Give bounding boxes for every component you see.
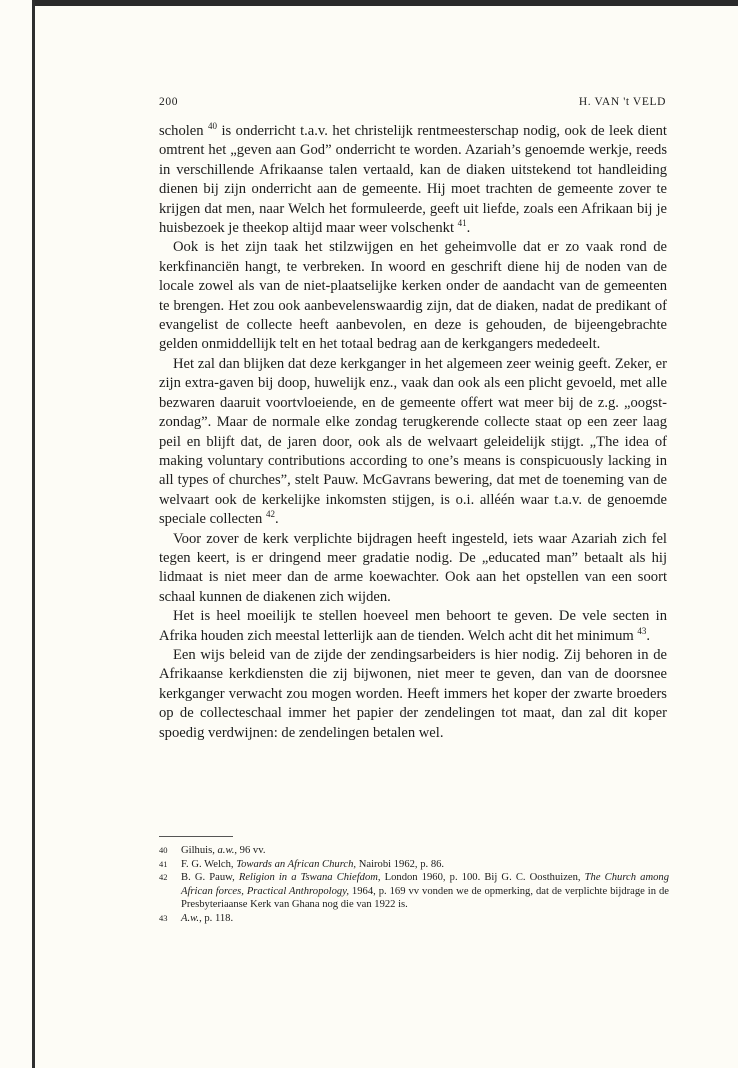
italic-text: Towards an African Church, [236, 858, 357, 870]
text-run: Nairobi 1962, p. 86. [356, 858, 445, 870]
paragraph [159, 530, 667, 608]
footnote [159, 871, 669, 912]
text-run: , p. 118. [199, 912, 234, 924]
text-run: scholen [159, 123, 209, 139]
italic-text: a.w. [217, 845, 235, 856]
footnote-text [181, 858, 669, 872]
text-run: is onderricht t.a.v. het christelijk rentmeesterschap nodig, ook de leek dient omtrent het „geven aan God” onderricht te worden. Azariah’s genoemde werkje, reeds in verschillende Afrikaanse talen vertaald, kan de diaken uitstekend tot handleiding dienen bij zijn onderricht aan de gemeente. Hij moet trachten de gemeente zover te krijgen dat men, naar Welch het formuleerde, geeft uit liefde, zoals een Afrikaan bij je huisbezoek je theekop altijd maar weer volschenkt [159, 123, 667, 237]
text-run: Het zal dan blijken dat deze kerkganger in het algemeen zeer weinig geeft. Zeker, er zijn extra-gaven bij doop, huwelijk enz., vaak dan ook als een plicht gevoeld, met alle bezwaren daaruit voortvloeiende, en de gemeente offert wat meer bij de z.g. „oogst-zondag”. Maar de normale elke zondag terugkerende collecte staat op een zeer laag peil en blijft dat, de jaren door, ook als de welvaart geleidelijk stijgt. „The idea of making voluntary contributions according to one’s means is conspicuously lacking in all types of churches”, stelt Pauw. McGavrans bewering, dat met de toeneming van de welvaart ook de kerkelijke inkomsten stijgen, is o.i. alléén waar t.a.v. de genoemde speciale collecten [159, 355, 667, 528]
footnote-ref: 40 [208, 121, 218, 132]
scan-left-border [32, 0, 35, 1068]
running-header [159, 96, 666, 108]
footnote-text [181, 912, 669, 926]
text-run: . [466, 220, 471, 237]
text-run: Voor zover de kerk verplichte bijdragen heeft ingesteld, iets waar Azariah zich fel tegen keert, is er dringend meer gradatie nodig. De „educated man” betaalt als hij lidmaat is niet meer dan de arme koewachter. Ook aan het opstellen van een soort schaal kunnen de diakenen zich wijden. [159, 530, 667, 605]
italic-text: A.w. [181, 912, 200, 924]
text-run: Een wijs beleid van de zijde der zendingsarbeiders is hier nodig. Zij behoren in de Afrikaanse kerkdiensten die zij bijwonen, niet meer te geven, dan van de doorsnee kerkganger verwacht zou mogen worden. Heeft immers het koper der zwarte broeders op de collecteschaal immer het papier der zendelingen tot maat, dan zal dit koper spoedig verdwijnen: de zendelingen betalen wel. [159, 646, 667, 741]
text-run: Ook is het zijn taak het stilzwijgen en het geheimvolle dat er zo vaak rond de kerkfinanciën hangt, te verbreken. In woord en geschrift diene hij de noden van de locale zowel als van de niet-plaatselijke kerken onder de aandacht van de gemeenten te brengen. Het zou ook aanbevelenswaardig zijn, dat de diaken, nadat de predikant of evangelist de collecte heeft aanbevolen, en deze is gehouden, de bijeengebrachte gelden onmiddellijk telt en het totaal bedrag aan de kerkgangers mededeelt. [159, 239, 667, 353]
text-run: Gilhuis, [181, 845, 218, 856]
footnote-rule [159, 836, 233, 837]
footnote [159, 858, 669, 872]
paragraph [159, 122, 667, 238]
footnote-ref: 42 [265, 509, 275, 520]
footnote [159, 844, 669, 858]
paragraph [159, 646, 667, 743]
paragraph [159, 607, 667, 646]
page-number: 200 [159, 96, 179, 108]
text-run: 1964, p. 169 vv vonden we de opmerking, dat de verplichte bijdrage in de Presbyteriaanse Kerk van Ghana nog die van 1922 is. [181, 885, 670, 911]
text-run: Het is heel moeilijk te stellen hoeveel men behoort te geven. De vele secten in Afrika houden zich meestal letterlijk aan de tienden. Welch acht dit het minimum [159, 608, 667, 644]
paragraph [159, 238, 667, 354]
text-run: . [274, 511, 279, 528]
footnote-number: 42 [159, 872, 168, 883]
footnote-ref: 41 [457, 218, 467, 229]
footnote-ref: 43 [637, 625, 647, 636]
footnote-text [181, 871, 669, 912]
footnote-text [181, 844, 669, 858]
running-head: H. VAN 't VELD [578, 96, 666, 108]
text-run: . [646, 627, 651, 644]
text-run: F. G. Welch, [181, 858, 237, 870]
paragraph [159, 355, 667, 530]
footnote [159, 912, 669, 926]
footnote-number: 40 [159, 845, 168, 855]
italic-text: Religion in a Tswana Chiefdom, [238, 872, 381, 884]
footnotes [159, 844, 669, 926]
italic-text: The Church among African forces, Practical Anthropology, [181, 872, 669, 897]
text-run: London 1960, p. 100. Bij G. C. Oosthuizen, [380, 872, 585, 884]
footnote-number: 41 [159, 858, 168, 869]
text-run: , 96 vv. [234, 845, 266, 856]
text-run: B. G. Pauw, [181, 872, 239, 884]
body-text [159, 122, 667, 743]
footnote-number: 43 [159, 912, 168, 923]
